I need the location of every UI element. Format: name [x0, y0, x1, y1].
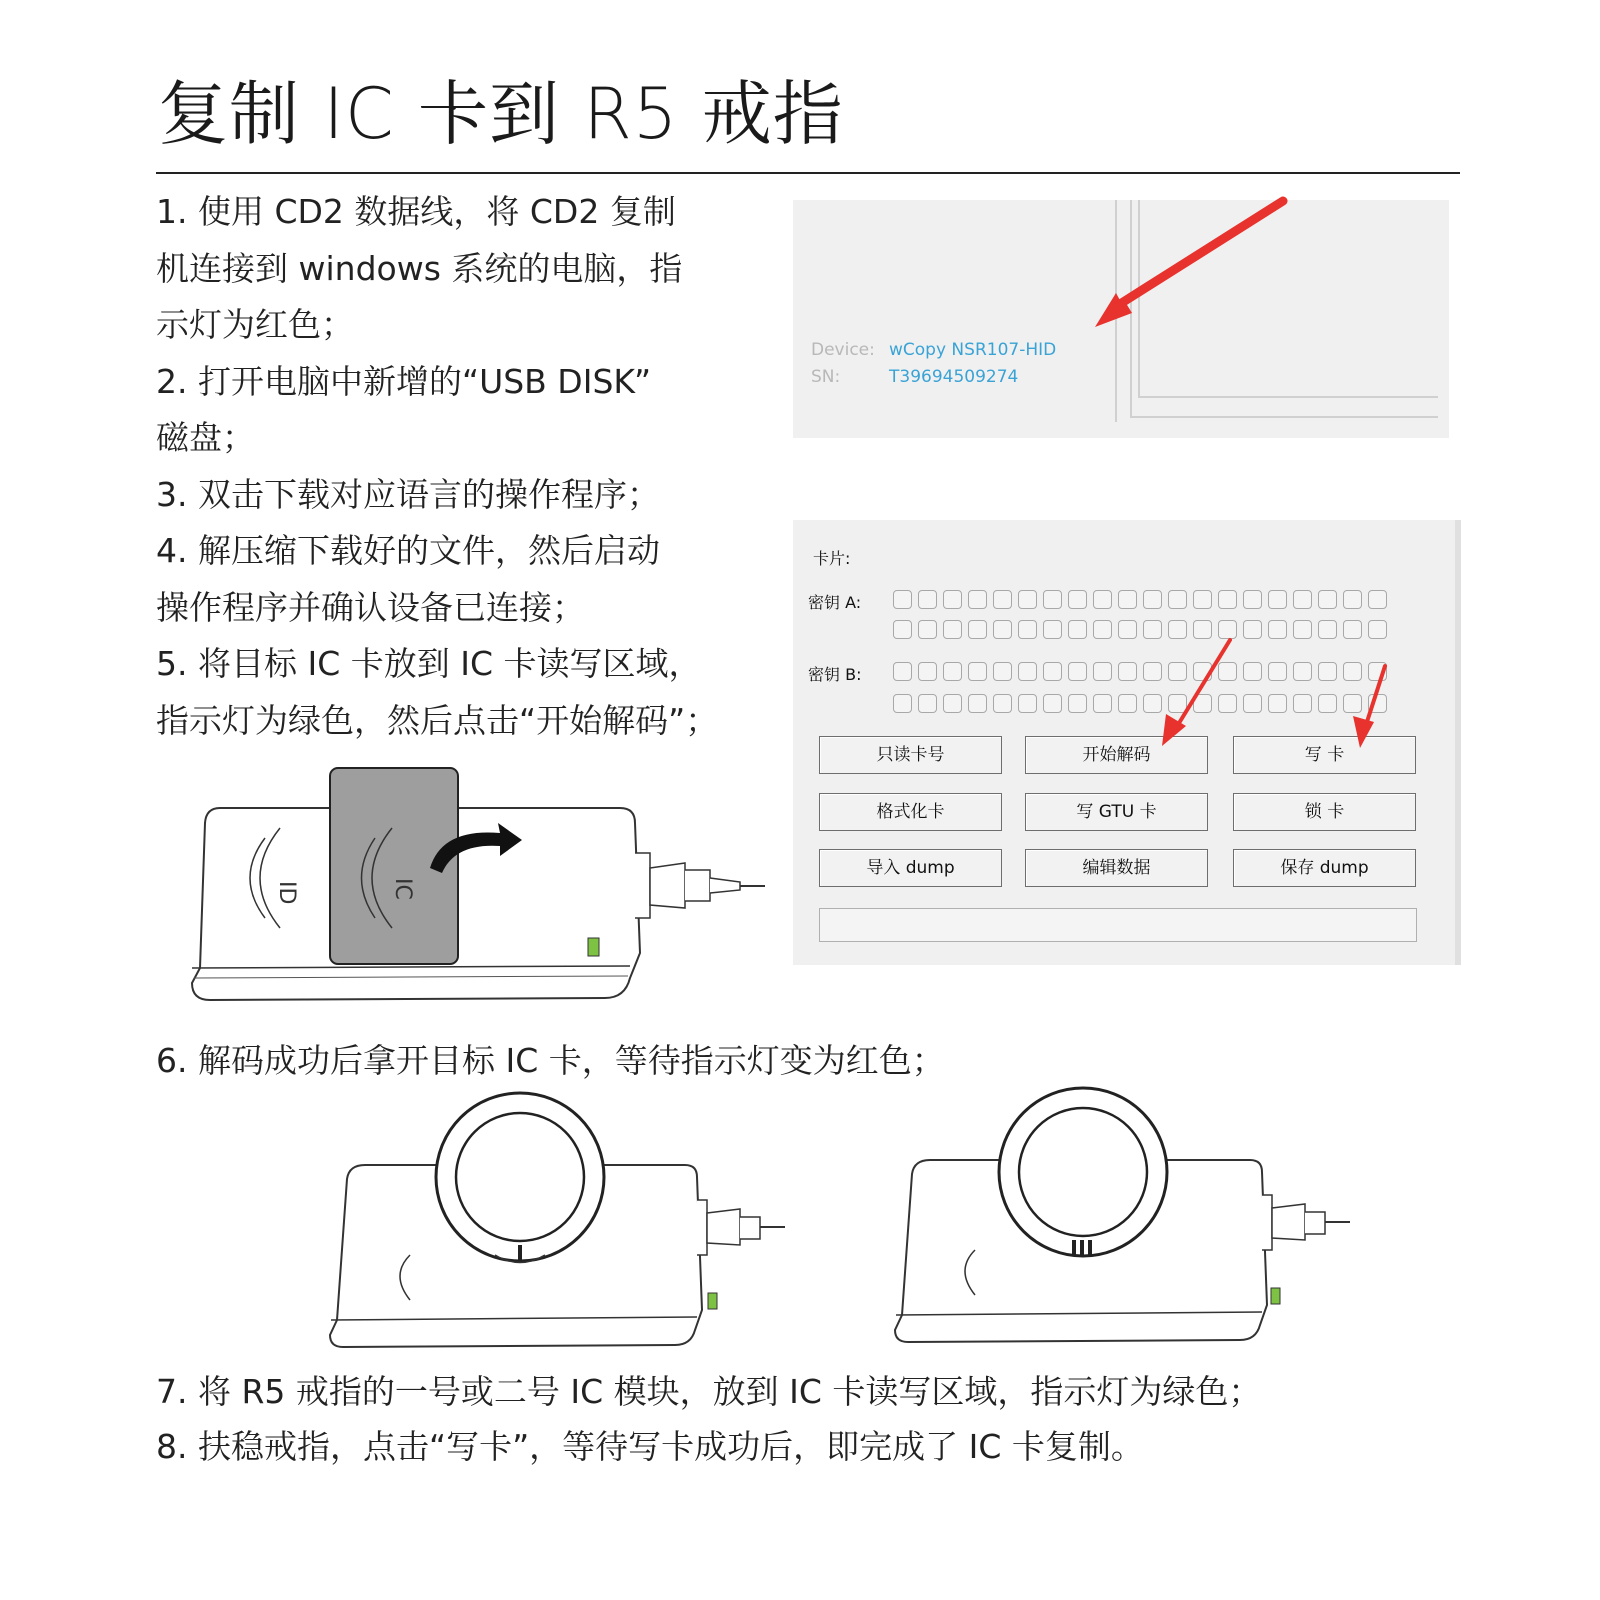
save-dump-button[interactable]: 保存 dump: [1233, 849, 1416, 887]
sn-label: SN:: [811, 367, 841, 387]
sn-value: T39694509274: [889, 367, 1019, 387]
page-title: 复制 IC 卡到 R5 戒指: [158, 73, 844, 155]
write-card-button[interactable]: 写 卡: [1233, 736, 1416, 774]
step-line: 机连接到 windows 系统的电脑，指: [156, 248, 683, 288]
ring-on-reader-illustration-1: [325, 1095, 795, 1355]
key-a-label: 密钥 A:: [808, 593, 862, 612]
write-gtu-card-button[interactable]: 写 GTU 卡: [1025, 793, 1208, 831]
step-line: 4. 解压缩下载好的文件，然后启动: [156, 531, 660, 570]
device-value: wCopy NSR107-HID: [889, 340, 1057, 360]
step-6: 6. 解码成功后拿开目标 IC 卡，等待指示灯变为红色；: [156, 1041, 945, 1080]
edit-data-button[interactable]: 编辑数据: [1025, 849, 1208, 887]
step-line: 操作程序并确认设备已连接；: [156, 587, 585, 627]
import-dump-button[interactable]: 导入 dump: [819, 849, 1002, 887]
step-line: 1. 使用 CD2 数据线，将 CD2 复制: [156, 192, 676, 231]
step-line: 5. 将目标 IC 卡放到 IC 卡读写区域，: [156, 644, 702, 683]
start-decode-button[interactable]: 开始解码: [1025, 736, 1208, 774]
lock-card-button[interactable]: 锁 卡: [1233, 793, 1416, 831]
device-label: Device:: [811, 340, 875, 360]
led-indicator: [708, 1293, 717, 1309]
led-indicator: [588, 938, 599, 956]
read-card-number-button[interactable]: 只读卡号: [819, 736, 1002, 774]
led-indicator: [1271, 1288, 1280, 1304]
step-line: 指示灯为绿色，然后点击“开始解码”；: [156, 700, 719, 740]
card-label: 卡片:: [813, 549, 851, 568]
card-reader-with-ic-card-illustration: [180, 778, 770, 1018]
step-line: 磁盘；: [156, 418, 255, 457]
step-line: 示灯为红色；: [156, 305, 354, 344]
ring-on-reader-illustration-2: [890, 1090, 1360, 1350]
format-card-button[interactable]: 格式化卡: [819, 793, 1002, 831]
key-b-label: 密钥 B:: [808, 665, 862, 684]
reader-label-ic: IC: [390, 878, 415, 900]
step-8: 8. 扶稳戒指，点击“写卡”，等待写卡成功后，即完成了 IC 卡复制。: [156, 1427, 1144, 1466]
step-line: 2. 打开电脑中新增的“USB DISK”: [156, 361, 652, 401]
step-line: 3. 双击下载对应语言的操作程序；: [156, 474, 660, 514]
step-7: 7. 将 R5 戒指的一号或二号 IC 模块，放到 IC 卡读写区域，指示灯为绿色；: [156, 1372, 1262, 1411]
reader-label-id: ID: [274, 881, 299, 905]
